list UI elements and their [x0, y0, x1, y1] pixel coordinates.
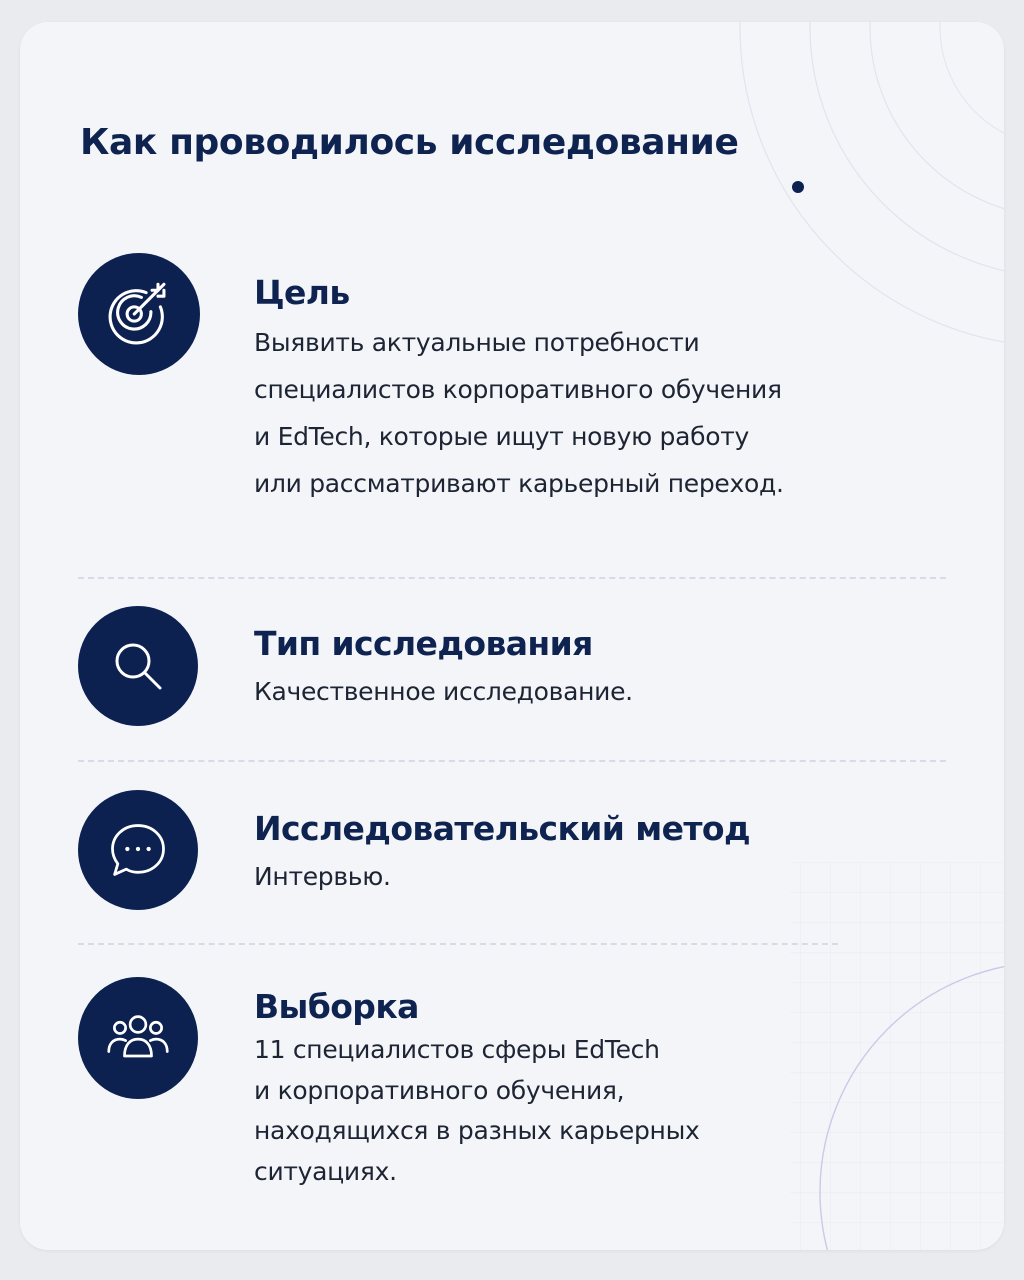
description-line: Интервью. — [254, 862, 391, 891]
description-line: ситуациях. — [254, 1156, 397, 1186]
description-line: находящихся в разных карьерных — [254, 1116, 700, 1145]
description-line: специалистов корпоративного обучения — [254, 375, 782, 404]
search-icon — [78, 606, 198, 726]
chat-bubble-icon — [78, 790, 198, 910]
section-research-type — [78, 606, 958, 728]
section-description — [254, 1030, 894, 1192]
section-description — [254, 853, 894, 900]
section-title: Цель — [254, 273, 350, 312]
page-title: Как проводилось исследование — [80, 122, 739, 163]
description-line: 11 специалистов сферы EdTech — [254, 1035, 660, 1064]
section-research-method — [78, 790, 958, 912]
decoration-dot — [792, 181, 804, 193]
description-line: или рассматривают карьерный переход. — [254, 469, 784, 498]
info-card — [20, 22, 1004, 1250]
section-divider — [78, 760, 946, 762]
section-description — [254, 319, 894, 507]
description-line: и корпоративного обучения, — [254, 1075, 625, 1105]
target-icon — [78, 253, 200, 375]
section-goal — [78, 253, 958, 513]
section-divider — [78, 577, 946, 579]
section-title: Выборка — [254, 987, 419, 1026]
section-description — [254, 668, 894, 715]
description-line: и EdTech, которые ищут новую работу — [254, 422, 749, 451]
section-title: Тип исследования — [254, 624, 593, 663]
users-group-icon — [78, 977, 198, 1099]
section-divider — [78, 943, 838, 945]
section-title: Исследовательский метод — [254, 809, 751, 848]
description-line: Выявить актуальные потребности — [254, 328, 700, 357]
description-line: Качественное исследование. — [254, 677, 633, 706]
section-sample — [78, 977, 958, 1197]
